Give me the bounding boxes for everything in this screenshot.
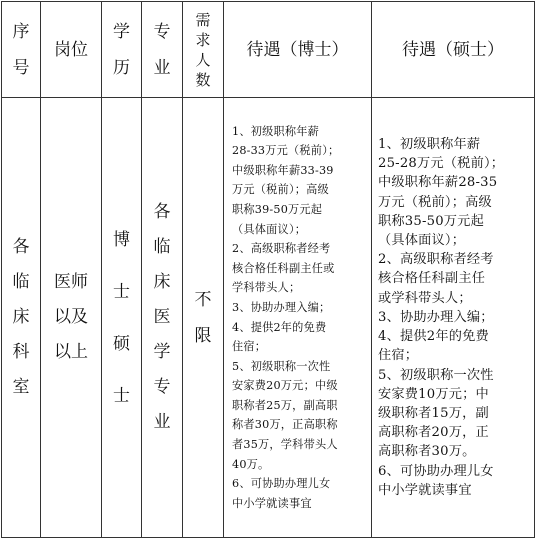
department-char: 室: [12, 377, 30, 397]
table-row: [2, 98, 535, 538]
header-headcount-char: 数: [195, 70, 211, 89]
benefit-master-line: 级职称者15万，副: [378, 405, 489, 421]
benefit-phd-text: [232, 122, 363, 514]
benefit-phd-line: 28-33万元（税前）；: [232, 144, 340, 158]
header-major: [142, 2, 183, 98]
major-char: 各: [153, 202, 171, 222]
major-char: 床: [153, 272, 171, 292]
benefit-master-line: 5、初级职称一次性: [378, 367, 494, 383]
department-char: 各: [12, 237, 30, 257]
header-major-char: 业: [153, 57, 171, 78]
cell-benefit-master: [372, 98, 535, 538]
header-benefit-phd: [224, 2, 372, 98]
header-headcount-char: 求: [195, 30, 211, 49]
header-education: [102, 2, 142, 98]
major-char: 学: [153, 342, 171, 362]
major-char: 医: [153, 307, 171, 327]
position-line: 以及: [54, 307, 88, 327]
benefit-phd-line: 中级职称年薪33-39: [232, 163, 334, 177]
benefit-master-line: 高职称者30万。: [378, 444, 476, 460]
header-seq: [2, 2, 41, 98]
cell-major: [142, 98, 183, 538]
header-headcount-char: 需: [195, 10, 211, 29]
benefit-master-line: 安家费10万元；中: [378, 386, 489, 402]
header-seq-char: 号: [12, 57, 30, 78]
benefit-master-line: 高职称者20万，正: [378, 425, 489, 441]
benefit-master-line: 核合格任科副主任: [378, 271, 486, 287]
benefit-master-line: 2、高级职称者经考: [378, 252, 494, 268]
benefit-master-line: 4、提供2年的免费: [378, 329, 489, 345]
headcount-char: 限: [194, 325, 212, 346]
header-benefit-phd-label: 待遇（博士）: [246, 39, 349, 60]
header-position: [41, 2, 102, 98]
benefit-master-line: 职称35-50万元起: [378, 213, 484, 229]
benefit-master-text: [378, 135, 530, 500]
cell-position: [41, 98, 102, 538]
major-char: 专: [153, 377, 171, 397]
benefit-master-line: 住宿；: [378, 348, 419, 364]
header-benefit-master-label: 待遇（硕士）: [402, 39, 504, 60]
benefit-master-line: 3、协助办理入编；: [378, 309, 494, 325]
benefit-master-line: 万元（税前）；高级: [378, 194, 492, 210]
header-benefit-master: [372, 2, 535, 98]
benefit-phd-line: 4、提供2年的免费: [232, 320, 327, 334]
benefit-phd-line: 核合格任科副主任或: [232, 261, 335, 275]
department-char: 床: [12, 307, 30, 327]
benefit-master-line: 中小学就读事宜: [378, 482, 472, 498]
header-headcount: [183, 2, 224, 98]
benefit-phd-line: 5、初级职称一次性: [232, 359, 331, 373]
department-char: 科: [12, 342, 30, 362]
benefit-phd-line: 40万。: [232, 457, 270, 471]
cell-education: [102, 98, 142, 538]
benefit-phd-line: 6、可协助办理儿女: [232, 477, 331, 491]
benefit-master-line: （具体面议）；: [378, 233, 466, 249]
header-seq-char: 序: [12, 21, 30, 42]
header-education-char: 历: [113, 57, 130, 78]
benefit-phd-line: 1、初级职称年薪: [232, 124, 320, 138]
position-line: 医师: [54, 272, 88, 292]
education-char: 士: [113, 281, 130, 302]
header-education-char: 学: [113, 21, 130, 42]
benefit-phd-line: 3、协助办理入编；: [232, 300, 331, 314]
benefit-phd-line: 万元（税前）；高级: [232, 183, 329, 197]
recruitment-table: [1, 1, 535, 538]
benefit-phd-line: 称者30万，正高职称: [232, 418, 338, 432]
benefit-master-line: 6、可协助办理儿女: [378, 463, 494, 479]
benefit-phd-line: 学科带头人；: [232, 281, 301, 295]
benefit-phd-line: 者35万，学科带头人: [232, 438, 338, 452]
major-char: 临: [153, 237, 171, 257]
cell-department: [2, 98, 41, 538]
major-char: 业: [153, 412, 171, 432]
department-char: 临: [12, 272, 30, 292]
education-char: 博: [113, 229, 130, 250]
cell-headcount: [183, 98, 224, 538]
benefit-master-line: 25-28万元（税前）；: [378, 156, 505, 172]
benefit-phd-line: 安家费20万元；中级: [232, 379, 338, 393]
education-char: 士: [113, 385, 130, 406]
benefit-phd-line: 住宿；: [232, 340, 267, 354]
header-headcount-char: 人: [195, 50, 211, 69]
benefit-master-line: 中级职称年薪28-35: [378, 175, 498, 191]
benefit-master-line: 1、初级职称年薪: [378, 137, 481, 153]
cell-benefit-phd: [224, 98, 372, 538]
header-row: [2, 2, 535, 98]
benefit-phd-line: （具体面议）；: [232, 222, 307, 236]
header-position-label: 岗位: [54, 39, 88, 60]
position-line: 以上: [54, 342, 88, 362]
education-char: 硕: [113, 333, 130, 354]
benefit-phd-line: 职称者25万，副高职: [232, 398, 338, 412]
benefit-phd-line: 中小学就读事宜: [232, 496, 312, 510]
header-major-char: 专: [153, 21, 171, 42]
headcount-char: 不: [194, 289, 212, 310]
benefit-phd-line: 2、高级职称者经考: [232, 242, 331, 256]
benefit-master-line: 或学科带头人；: [378, 290, 472, 306]
benefit-phd-line: 职称39-50万元起: [232, 202, 323, 216]
